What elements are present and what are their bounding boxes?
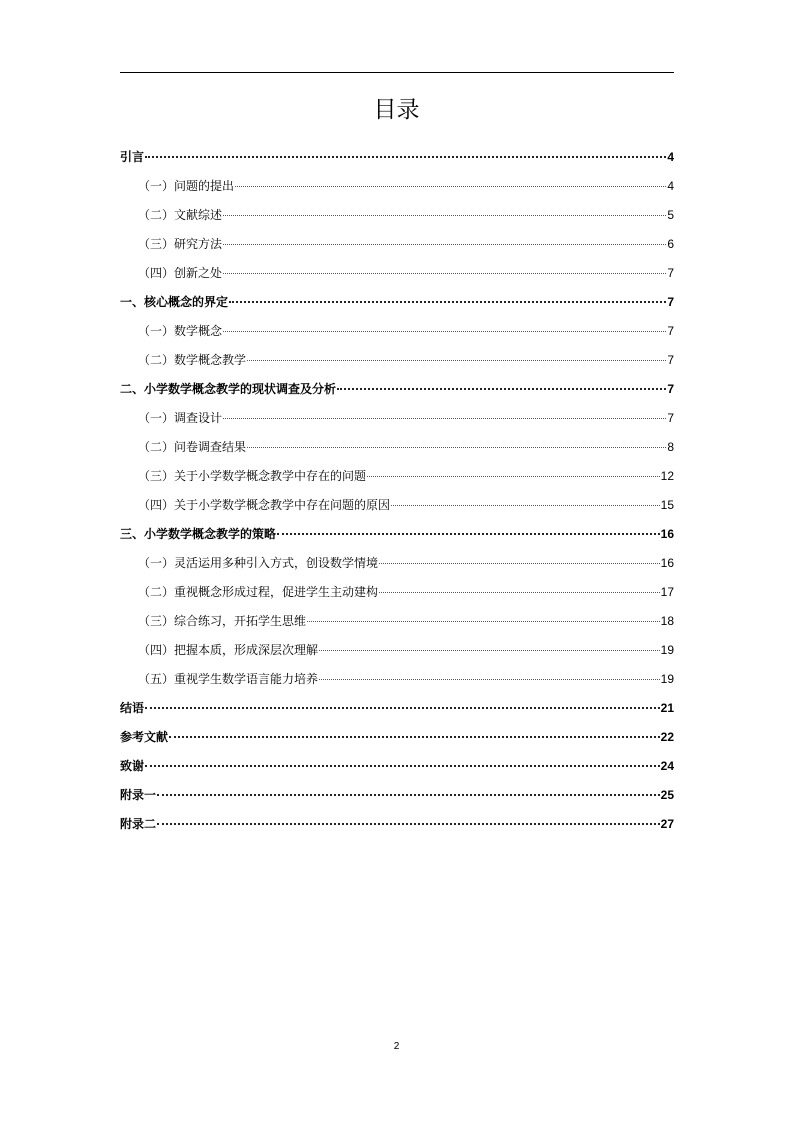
toc-entry-label: （四）关于小学数学概念教学中存在问题的原因 (138, 498, 391, 512)
toc-dot-leader (145, 764, 660, 767)
toc-entry-page: 4 (667, 150, 674, 164)
toc-dot-leader (379, 562, 660, 564)
toc-entry-label: （三）关于小学数学概念教学中存在的问题 (138, 469, 367, 483)
toc-dot-leader (157, 822, 660, 825)
toc-entry-page: 7 (667, 353, 674, 367)
toc-dot-leader (145, 155, 666, 158)
toc-entry-label: 引言 (120, 150, 145, 164)
toc-chapter-entry[interactable] (120, 375, 674, 404)
toc-entry-label: 一、核心概念的界定 (120, 295, 229, 309)
toc-dot-leader (223, 243, 666, 245)
toc-dot-leader (277, 532, 660, 535)
toc-entry-page: 22 (660, 730, 674, 744)
toc-section-entry[interactable] (120, 172, 674, 201)
toc-dot-leader (157, 793, 660, 796)
toc-dot-leader (223, 272, 666, 274)
toc-entry-page: 19 (660, 643, 674, 657)
toc-dot-leader (169, 735, 660, 738)
toc-section-entry[interactable] (120, 433, 674, 462)
toc-dot-leader (319, 678, 660, 680)
toc-entry-page: 27 (660, 817, 674, 831)
toc-entry-page: 16 (660, 527, 674, 541)
toc-dot-leader (379, 591, 660, 593)
toc-entry-page: 18 (660, 614, 674, 628)
toc-entry-page: 7 (667, 382, 674, 396)
toc-entry-label: （一）数学概念 (138, 324, 223, 338)
toc-entry-label: （二）文献综述 (138, 208, 223, 222)
toc-dot-leader (235, 185, 666, 187)
toc-entry-page: 15 (660, 498, 674, 512)
toc-dot-leader (337, 387, 666, 390)
toc-entry-label: （三）综合练习，开拓学生思维 (138, 614, 307, 628)
toc-entry-page: 25 (660, 788, 674, 802)
toc-dot-leader (145, 706, 660, 709)
toc-section-entry[interactable] (120, 607, 674, 636)
toc-chapter-entry[interactable] (120, 288, 674, 317)
page-number: 2 (393, 1041, 400, 1052)
toc-chapter-entry[interactable] (120, 520, 674, 549)
toc-entry-page: 17 (660, 585, 674, 599)
toc-entry-label: （一）灵活运用多种引入方式，创设数学情境 (138, 556, 379, 570)
toc-entry-label: 结语 (120, 701, 145, 715)
toc-entry-page: 7 (667, 295, 674, 309)
toc-entry-label: （二）问卷调查结果 (138, 440, 247, 454)
toc-chapter-entry[interactable] (120, 810, 674, 839)
toc-dot-leader (247, 446, 666, 448)
toc-section-entry[interactable] (120, 317, 674, 346)
toc-section-entry[interactable] (120, 201, 674, 230)
toc-entry-label: 附录一 (120, 788, 157, 802)
toc-entry-page: 12 (660, 469, 674, 483)
toc-section-entry[interactable] (120, 491, 674, 520)
table-of-contents (120, 143, 674, 839)
toc-section-entry[interactable] (120, 404, 674, 433)
toc-dot-leader (319, 649, 660, 651)
toc-entry-label: 参考文献 (120, 730, 169, 744)
toc-section-entry[interactable] (120, 549, 674, 578)
toc-section-entry[interactable] (120, 346, 674, 375)
toc-chapter-entry[interactable] (120, 723, 674, 752)
toc-entry-label: （五）重视学生数学语言能力培养 (138, 672, 319, 686)
toc-section-entry[interactable] (120, 665, 674, 694)
toc-dot-leader (391, 504, 660, 506)
toc-dot-leader (229, 300, 666, 303)
toc-entry-page: 8 (667, 440, 674, 454)
toc-entry-label: 二、小学数学概念教学的现状调查及分析 (120, 382, 337, 396)
toc-section-entry[interactable] (120, 230, 674, 259)
toc-entry-page: 7 (667, 411, 674, 425)
toc-dot-leader (247, 359, 666, 361)
toc-chapter-entry[interactable] (120, 781, 674, 810)
toc-entry-page: 4 (667, 179, 674, 193)
toc-section-entry[interactable] (120, 578, 674, 607)
toc-section-entry[interactable] (120, 636, 674, 665)
toc-entry-label: 三、小学数学概念教学的策略 (120, 527, 277, 541)
toc-entry-page: 7 (667, 266, 674, 280)
toc-entry-label: （二）数学概念教学 (138, 353, 247, 367)
toc-entry-page: 16 (660, 556, 674, 570)
toc-entry-label: （四）创新之处 (138, 266, 223, 280)
toc-chapter-entry[interactable] (120, 143, 674, 172)
toc-entry-page: 24 (660, 759, 674, 773)
page-title: 目录 (373, 97, 420, 123)
toc-entry-page: 7 (667, 324, 674, 338)
toc-dot-leader (223, 417, 666, 419)
toc-dot-leader (223, 214, 666, 216)
toc-dot-leader (307, 620, 660, 622)
toc-chapter-entry[interactable] (120, 752, 674, 781)
header-rule (120, 72, 674, 73)
toc-entry-label: 附录二 (120, 817, 157, 831)
toc-entry-label: （一）问题的提出 (138, 179, 235, 193)
toc-entry-page: 21 (660, 701, 674, 715)
toc-dot-leader (223, 330, 666, 332)
toc-chapter-entry[interactable] (120, 694, 674, 723)
toc-section-entry[interactable] (120, 259, 674, 288)
toc-entry-label: 致谢 (120, 759, 145, 773)
toc-dot-leader (367, 475, 660, 477)
toc-entry-label: （一）调查设计 (138, 411, 223, 425)
toc-entry-label: （三）研究方法 (138, 237, 223, 251)
toc-section-entry[interactable] (120, 462, 674, 491)
toc-entry-page: 19 (660, 672, 674, 686)
toc-entry-label: （二）重视概念形成过程，促进学生主动建构 (138, 585, 379, 599)
toc-entry-page: 5 (667, 208, 674, 222)
toc-entry-page: 6 (667, 237, 674, 251)
toc-entry-label: （四）把握本质，形成深层次理解 (138, 643, 319, 657)
